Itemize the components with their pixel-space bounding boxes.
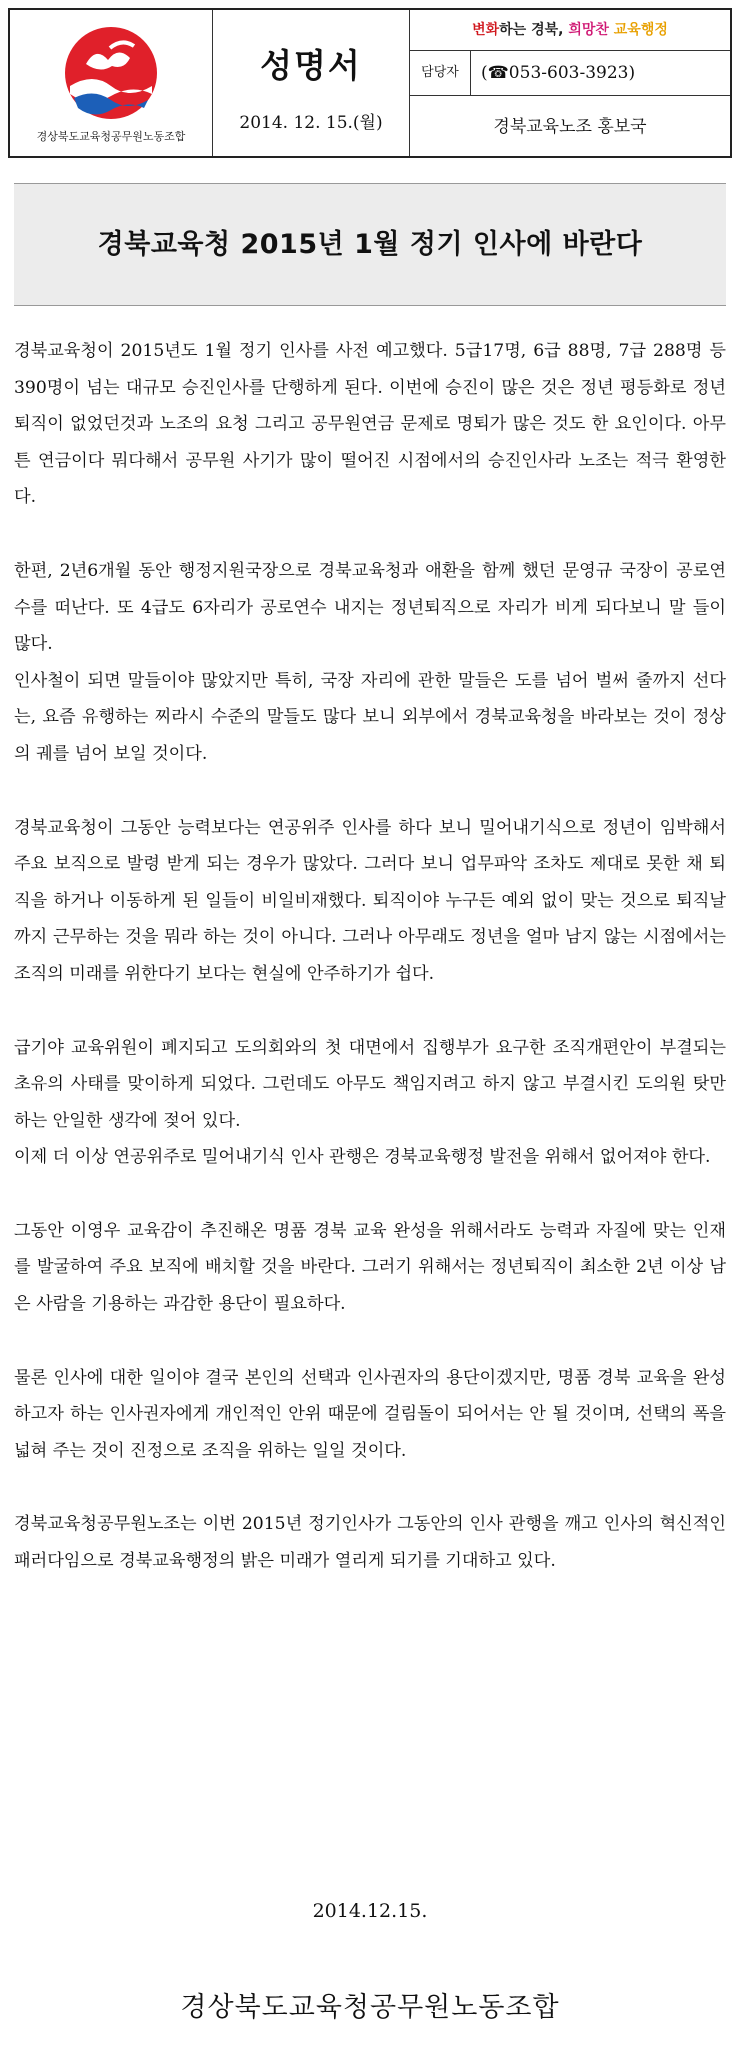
footer-date: 2014.12.15. — [312, 1900, 428, 1922]
contact-label: 담당자 — [410, 51, 471, 95]
paragraph: 물론 인사에 대한 일이야 결국 본인의 선택과 인사권자의 용단이겠지만, 명품 경북 교육을 완성하고자 하는 인사권자에게 개인적인 안위 때문에 걸림돌이 되어서는 안 될 것이며, 선택의 폭을 넓혀 주는 것이 진정으로 조직을 위하는 일일 것이다. — [14, 1367, 726, 1461]
header-org-name: 경상북도교육청공무원노동조합 — [36, 130, 186, 143]
title-cell — [213, 10, 410, 156]
paragraph: 인사철이 되면 말들이야 많았지만 특히, 국장 자리에 관한 말들은 도를 넘어 벌써 줄까지 선다는, 요즘 유행하는 찌라시 수준의 말들도 많다 보니 외부에서 경북교육청을 바라보는 것이 정상의 궤를 넘어 보일 것이다. — [14, 670, 726, 764]
paragraph: 경북교육청공무원노조는 이번 2015년 정기인사가 그동안의 인사 관행을 깨고 인사의 혁신적인 패러다임으로 경북교육행정의 밝은 미래가 열리게 되기를 기대하고 있다. — [14, 1514, 726, 1572]
slogan-part-2: 하는 경북, — [499, 22, 569, 38]
paragraph: 그동안 이영우 교육감이 추진해온 명품 경북 교육 완성을 위해서라도 능력과 자질에 맞는 인재를 발굴하여 주요 보직에 배치할 것을 바란다. 그러기 위해서는 정년퇴직이 최소한 2년 이상 남은 사람을 기용하는 과감한 용단이 필요하다. — [14, 1220, 726, 1315]
paragraph: 경북교육청이 그동안 능력보다는 연공위주 인사를 하다 보니 밀어내기식으로 정년이 임박해서 주요 보직으로 발령 받게 되는 경우가 많았다. 그러다 보니 업무파악 조차도 제대로 못한 채 퇴직을 하거나 이동하게 된 일들이 비일비재했다. 퇴직이야 누구든 예외 없이 맞는 것으로 퇴직날까지 근무하는 것을 뭐라 하는 것이 아니다. 그러나 아무래도 정년을 얼마 남지 않는 시점에서는 조직의 미래를 위한다기 보다는 현실에 안주하기가 쉽다. — [14, 817, 726, 984]
union-logo-icon — [48, 24, 174, 122]
contact-row — [410, 51, 730, 96]
document-date: 2014. 12. 15.(월) — [239, 113, 383, 133]
contact-phone: (☎053-603-3923) — [481, 63, 636, 83]
header-table — [8, 8, 732, 158]
paragraph: 이제 더 이상 연공위주로 밀어내기식 인사 관행은 경북교육행정 발전을 위해서 없어져야 한다. — [14, 1147, 711, 1168]
info-cell — [410, 10, 730, 156]
headline: 경북교육청 2015년 1월 정기 인사에 바란다 — [14, 183, 726, 306]
slogan-part-3: 희망찬 — [568, 22, 609, 38]
department-name: 경북교육노조 홍보국 — [493, 117, 647, 137]
slogan — [410, 10, 730, 51]
document-title: 성명서 — [260, 46, 362, 85]
paragraph: 급기야 교육위원이 폐지되고 도의회와의 첫 대면에서 집행부가 요구한 조직개편안이 부결되는 초유의 사태를 맞이하게 되었다. 그런데도 아무도 책임지려고 하지 않고 부결시킨 도의원 탓만 하는 안일한 생각에 젖어 있다. — [14, 1037, 726, 1131]
paragraph: 경북교육청이 2015년도 1월 정기 인사를 사전 예고했다. 5급17명, 6급 88명, 7급 288명 등 390명이 넘는 대규모 승진인사를 단행하게 된다. 이번에 승진이 많은 것은 정년 평등화로 정년퇴직이 없었던것과 노조의 요청 그리고 공무원연금 문제로 명퇴가 많은 것도 한 요인이다. 아무튼 연금이다 뭐다해서 공무원 사기가 많이 떨어진 시점에서의 승진인사라 노조는 적극 환영한다. — [14, 341, 726, 508]
slogan-part-1: 변화 — [472, 22, 500, 38]
statement-body — [14, 333, 726, 1617]
slogan-part-5: 교육행정 — [613, 22, 668, 38]
footer-org-name: 경상북도교육청공무원노동조합 — [180, 1992, 560, 2023]
paragraph: 한편, 2년6개월 동안 행정지원국장으로 경북교육청과 애환을 함께 했던 문영규 국장이 공로연수를 떠난다. 또 4급도 6자리가 공로연수 내지는 정년퇴직으로 자리가 비게 되다보니 말 들이 많다. — [14, 560, 726, 655]
logo-cell — [10, 10, 213, 156]
